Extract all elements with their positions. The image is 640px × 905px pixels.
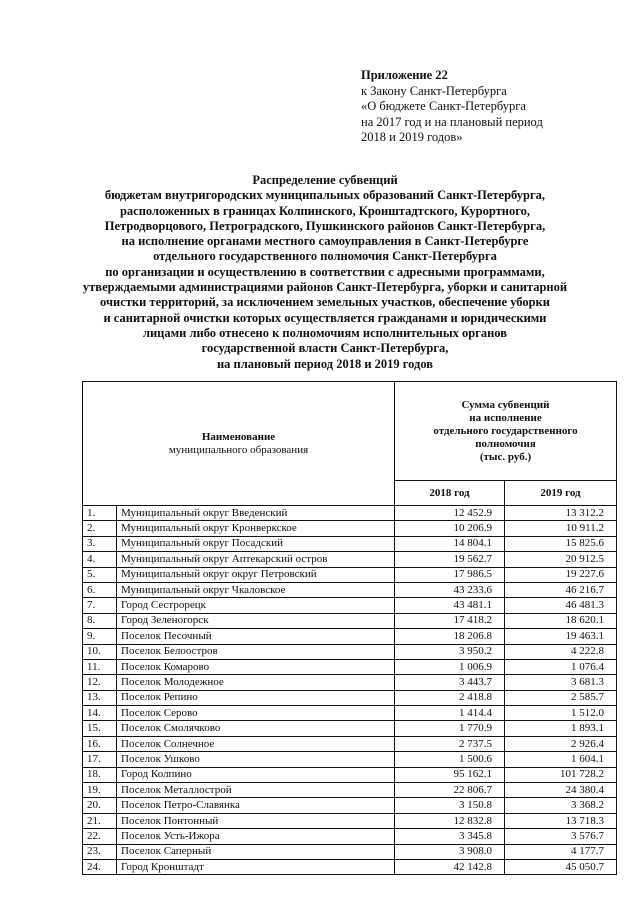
title-line: на исполнение органами местного самоуправления в Санкт-Петербурге: [121, 234, 529, 249]
row-municipality-name: Муниципальный округ Кронверкское: [117, 521, 395, 536]
table-row: [83, 752, 617, 767]
appendix-block: [361, 68, 621, 146]
row-value-2018: 22 806.7: [395, 783, 505, 798]
row-value-2018: 2 418.8: [395, 690, 505, 705]
appendix-law-title-2: на 2017 год и на плановый период: [361, 114, 543, 129]
row-value-2019: 3 681.3: [505, 675, 617, 690]
row-municipality-name: Поселок Белоостров: [117, 644, 395, 659]
row-value-2019: 1 512.0: [505, 706, 617, 721]
row-number: 13.: [83, 690, 117, 705]
row-municipality-name: Поселок Молодежное: [117, 675, 395, 690]
row-value-2019: 13 312.2: [505, 506, 617, 521]
title-line: отдельного государственного полномочия Санкт-Петербурга: [153, 249, 497, 264]
title-line: государственной власти Санкт-Петербурга,: [201, 341, 449, 356]
row-municipality-name: Поселок Металлострой: [117, 783, 395, 798]
table-row: [83, 859, 617, 874]
row-number: 23.: [83, 844, 117, 859]
row-value-2019: 3 576.7: [505, 829, 617, 844]
table-row: [83, 521, 617, 536]
table-row: [83, 536, 617, 551]
row-value-2018: 43 233.6: [395, 582, 505, 597]
row-municipality-name: Поселок Песочный: [117, 629, 395, 644]
row-number: 21.: [83, 813, 117, 828]
table-row: [83, 675, 617, 690]
row-number: 18.: [83, 767, 117, 782]
row-municipality-name: Поселок Саперный: [117, 844, 395, 859]
table-row: [83, 582, 617, 597]
row-number: 11.: [83, 659, 117, 674]
row-number: 8.: [83, 613, 117, 628]
row-municipality-name: Поселок Репино: [117, 690, 395, 705]
subsidy-table: [82, 381, 617, 875]
row-municipality-name: Муниципальный округ округ Петровский: [117, 567, 395, 582]
table-row: [83, 813, 617, 828]
table-row: [83, 567, 617, 582]
title-line: утверждаемыми администрациями районов Санкт-Петербурга, уборки и санитарной: [82, 280, 568, 295]
row-value-2019: 45 050.7: [505, 859, 617, 874]
row-number: 10.: [83, 644, 117, 659]
header-sum-line: полномочия: [475, 437, 536, 450]
header-sum-line: Сумма субвенций: [461, 398, 550, 411]
row-value-2019: 1 604.1: [505, 752, 617, 767]
row-value-2019: 2 926.4: [505, 736, 617, 751]
row-value-2018: 3 908.0: [395, 844, 505, 859]
row-municipality-name: Поселок Усть-Ижора: [117, 829, 395, 844]
title-line: Петродворцового, Петроградского, Пушкинского районов Санкт-Петербурга,: [104, 218, 546, 233]
row-municipality-name: Поселок Петро-Славянка: [117, 798, 395, 813]
row-value-2018: 12 832.8: [395, 813, 505, 828]
title-line: по организации и осуществлению в соответствии с адресными программами,: [105, 264, 545, 279]
row-municipality-name: Поселок Солнечное: [117, 736, 395, 751]
row-value-2019: 46 216.7: [505, 582, 617, 597]
row-value-2019: 20 912.5: [505, 552, 617, 567]
row-municipality-name: Город Колпино: [117, 767, 395, 782]
table-row: [83, 552, 617, 567]
row-number: 15.: [83, 721, 117, 736]
row-number: 16.: [83, 736, 117, 751]
title-line: лицами либо отнесено к полномочиям исполнительных органов: [142, 325, 508, 340]
row-value-2018: 3 950.2: [395, 644, 505, 659]
table-row: [83, 659, 617, 674]
header-municipality: [83, 382, 395, 506]
row-number: 19.: [83, 783, 117, 798]
row-municipality-name: Муниципальный округ Чкаловское: [117, 582, 395, 597]
header-sum-line: (тыс. руб.): [479, 450, 532, 463]
header-subsidy-sum: [395, 382, 617, 481]
row-value-2018: 19 562.7: [395, 552, 505, 567]
appendix-law-ref: к Закону Санкт-Петербурга: [361, 83, 507, 98]
row-number: 7.: [83, 598, 117, 613]
row-municipality-name: Муниципальный округ Введенский: [117, 506, 395, 521]
row-value-2019: 46 481.3: [505, 598, 617, 613]
row-number: 1.: [83, 506, 117, 521]
row-value-2019: 10 911.2: [505, 521, 617, 536]
row-value-2019: 4 222.8: [505, 644, 617, 659]
row-number: 12.: [83, 675, 117, 690]
header-sum-line: на исполнение: [469, 411, 542, 424]
row-number: 17.: [83, 752, 117, 767]
row-value-2019: 3 368.2: [505, 798, 617, 813]
row-value-2018: 42 142.8: [395, 859, 505, 874]
row-value-2019: 19 227.6: [505, 567, 617, 582]
appendix-law-title-1: «О бюджете Санкт-Петербурга: [361, 99, 526, 114]
row-value-2018: 3 150.8: [395, 798, 505, 813]
row-value-2019: 101 728.2: [505, 767, 617, 782]
title-line: на плановый период 2018 и 2019 годов: [216, 356, 434, 371]
header-name-line: муниципального образования: [168, 443, 309, 456]
row-number: 22.: [83, 829, 117, 844]
row-value-2018: 12 452.9: [395, 506, 505, 521]
row-number: 3.: [83, 536, 117, 551]
table-row: [83, 506, 617, 521]
row-value-2018: 17 418.2: [395, 613, 505, 628]
header-sum-line: отдельного государственного: [433, 424, 578, 437]
header-name-line: Наименование: [201, 430, 276, 443]
row-number: 2.: [83, 521, 117, 536]
row-value-2018: 17 986.5: [395, 567, 505, 582]
row-value-2019: 1 076.4: [505, 659, 617, 674]
row-municipality-name: Поселок Понтонный: [117, 813, 395, 828]
table-row: [83, 829, 617, 844]
title-line: бюджетам внутригородских муниципальных образований Санкт-Петербурга,: [104, 188, 546, 203]
row-number: 5.: [83, 567, 117, 582]
row-value-2018: 95 162.1: [395, 767, 505, 782]
table-row: [83, 598, 617, 613]
row-value-2019: 13 718.3: [505, 813, 617, 828]
row-value-2018: 43 481.1: [395, 598, 505, 613]
appendix-number: Приложение 22: [361, 68, 448, 82]
row-number: 14.: [83, 706, 117, 721]
row-municipality-name: Город Зеленогорск: [117, 613, 395, 628]
table-row: [83, 798, 617, 813]
row-value-2019: 24 380.4: [505, 783, 617, 798]
title-line: очистки территорий, за исключением земельных участков, обеспечение уборки: [100, 295, 550, 310]
row-value-2019: 19 463.1: [505, 629, 617, 644]
table-row: [83, 644, 617, 659]
row-municipality-name: Поселок Комарово: [117, 659, 395, 674]
row-value-2018: 14 804.1: [395, 536, 505, 551]
row-value-2019: 1 893.1: [505, 721, 617, 736]
table-row: [83, 706, 617, 721]
row-municipality-name: Город Сестрорецк: [117, 598, 395, 613]
row-value-2018: 1 414.4: [395, 706, 505, 721]
row-value-2018: 10 206.9: [395, 521, 505, 536]
row-number: 24.: [83, 859, 117, 874]
table-row: [83, 736, 617, 751]
row-value-2019: 2 585.7: [505, 690, 617, 705]
table-row: [83, 690, 617, 705]
row-number: 6.: [83, 582, 117, 597]
row-value-2018: 1 770.9: [395, 721, 505, 736]
row-number: 4.: [83, 552, 117, 567]
table-row: [83, 783, 617, 798]
appendix-law-title-3: 2018 и 2019 годов»: [361, 130, 463, 145]
row-value-2018: 1 006.9: [395, 659, 505, 674]
row-municipality-name: Муниципальный округ Посадский: [117, 536, 395, 551]
row-number: 20.: [83, 798, 117, 813]
row-municipality-name: Поселок Серово: [117, 706, 395, 721]
document-title: [70, 173, 580, 372]
row-value-2018: 3 345.8: [395, 829, 505, 844]
table-row: [83, 613, 617, 628]
row-number: 9.: [83, 629, 117, 644]
title-line: и санитарной очистки которых осуществляется гражданами и юридическими: [103, 310, 547, 325]
row-value-2018: 3 443.7: [395, 675, 505, 690]
title-line: расположенных в границах Колпинского, Кронштадтского, Курортного,: [119, 203, 530, 218]
table-row: [83, 844, 617, 859]
row-municipality-name: Поселок Ушково: [117, 752, 395, 767]
row-value-2018: 1 500.6: [395, 752, 505, 767]
row-value-2019: 18 620.1: [505, 613, 617, 628]
table-row: [83, 767, 617, 782]
header-year-2018: 2018 год: [395, 481, 505, 506]
row-value-2019: 15 825.6: [505, 536, 617, 551]
header-year-2019: 2019 год: [505, 481, 617, 506]
table-body: [83, 506, 617, 875]
row-municipality-name: Муниципальный округ Аптекарский остров: [117, 552, 395, 567]
table-row: [83, 721, 617, 736]
title-line: Распределение субвенций: [252, 173, 398, 187]
row-value-2019: 4 177.7: [505, 844, 617, 859]
row-municipality-name: Город Кронштадт: [117, 859, 395, 874]
row-value-2018: 2 737.5: [395, 736, 505, 751]
row-municipality-name: Поселок Смолячково: [117, 721, 395, 736]
row-value-2018: 18 206.8: [395, 629, 505, 644]
table-row: [83, 629, 617, 644]
